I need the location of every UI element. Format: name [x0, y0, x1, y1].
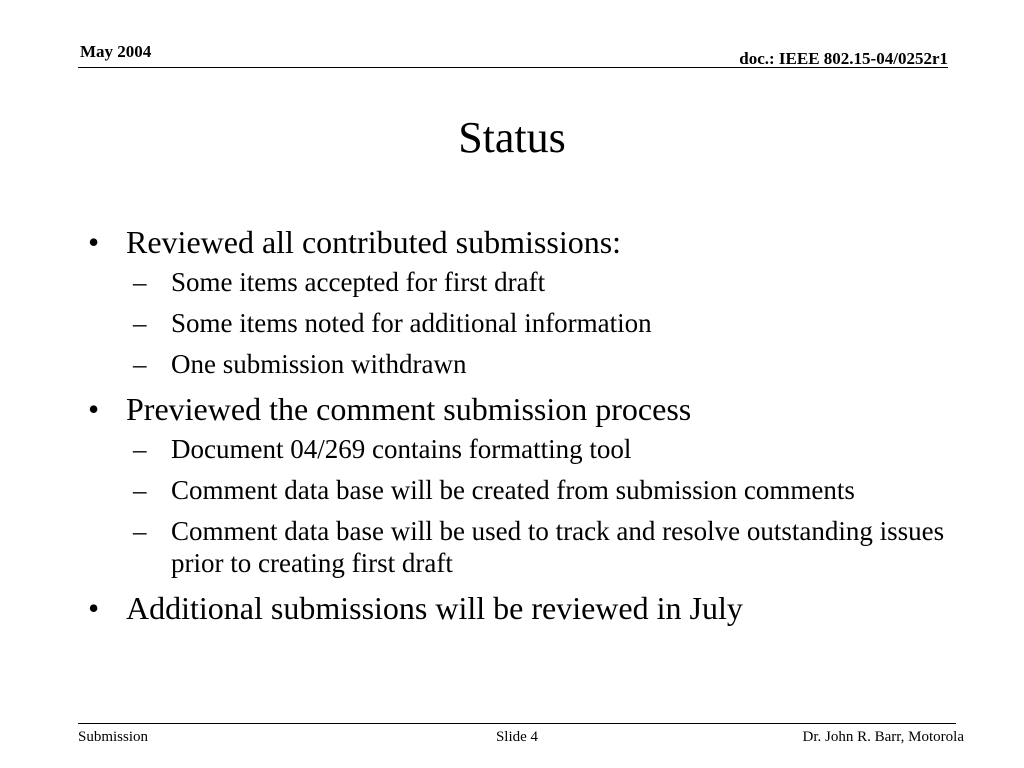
- footer-slide-number: Slide 4: [495, 729, 539, 745]
- sub-bullet-item: [133, 433, 948, 465]
- header-doc-id: doc.: IEEE 802.15-04/0252r1: [739, 49, 948, 68]
- sub-bullet-text: Document 04/269 contains formatting tool: [171, 434, 632, 464]
- footer-author: Dr. John R. Barr, Motorola: [802, 729, 964, 745]
- bullet-item: [88, 222, 948, 263]
- dash-icon: –: [133, 349, 147, 379]
- header-date: May 2004: [80, 42, 152, 61]
- dash-icon: –: [133, 308, 147, 338]
- dash-icon: –: [133, 434, 147, 464]
- sub-bullet-text: One submission withdrawn: [171, 349, 467, 379]
- bullet-text: Previewed the comment submission process: [126, 391, 692, 427]
- footer-divider: [78, 723, 956, 724]
- slide-body: [88, 222, 948, 632]
- sub-bullet-text: Comment data base will be created from submission comments: [171, 475, 855, 505]
- dash-icon: –: [133, 516, 147, 546]
- sub-bullet-text: Some items accepted for first draft: [171, 267, 546, 297]
- sub-bullet-item: [133, 307, 948, 339]
- bullet-icon: •: [88, 590, 100, 626]
- bullet-text: Additional submissions will be reviewed in July: [126, 590, 743, 626]
- sub-bullet-item: [133, 348, 948, 380]
- dash-icon: –: [133, 475, 147, 505]
- dash-icon: –: [133, 267, 147, 297]
- sub-bullet-item: [133, 474, 948, 506]
- bullet-text: Reviewed all contributed submissions:: [126, 224, 622, 260]
- sub-bullet-item: [133, 266, 948, 298]
- sub-bullet-item: [133, 515, 948, 579]
- footer-submission: Submission: [78, 729, 149, 745]
- bullet-item: [88, 588, 948, 629]
- bullet-icon: •: [88, 391, 100, 427]
- bullet-item: [88, 389, 948, 430]
- sub-bullet-text: Some items noted for additional information: [171, 308, 652, 338]
- slide-title: Status: [458, 113, 566, 162]
- bullet-icon: •: [88, 224, 100, 260]
- sub-bullet-text: Comment data base will be used to track and resolve outstanding issues prior to creating first draft: [171, 516, 945, 578]
- header-divider: [78, 67, 948, 68]
